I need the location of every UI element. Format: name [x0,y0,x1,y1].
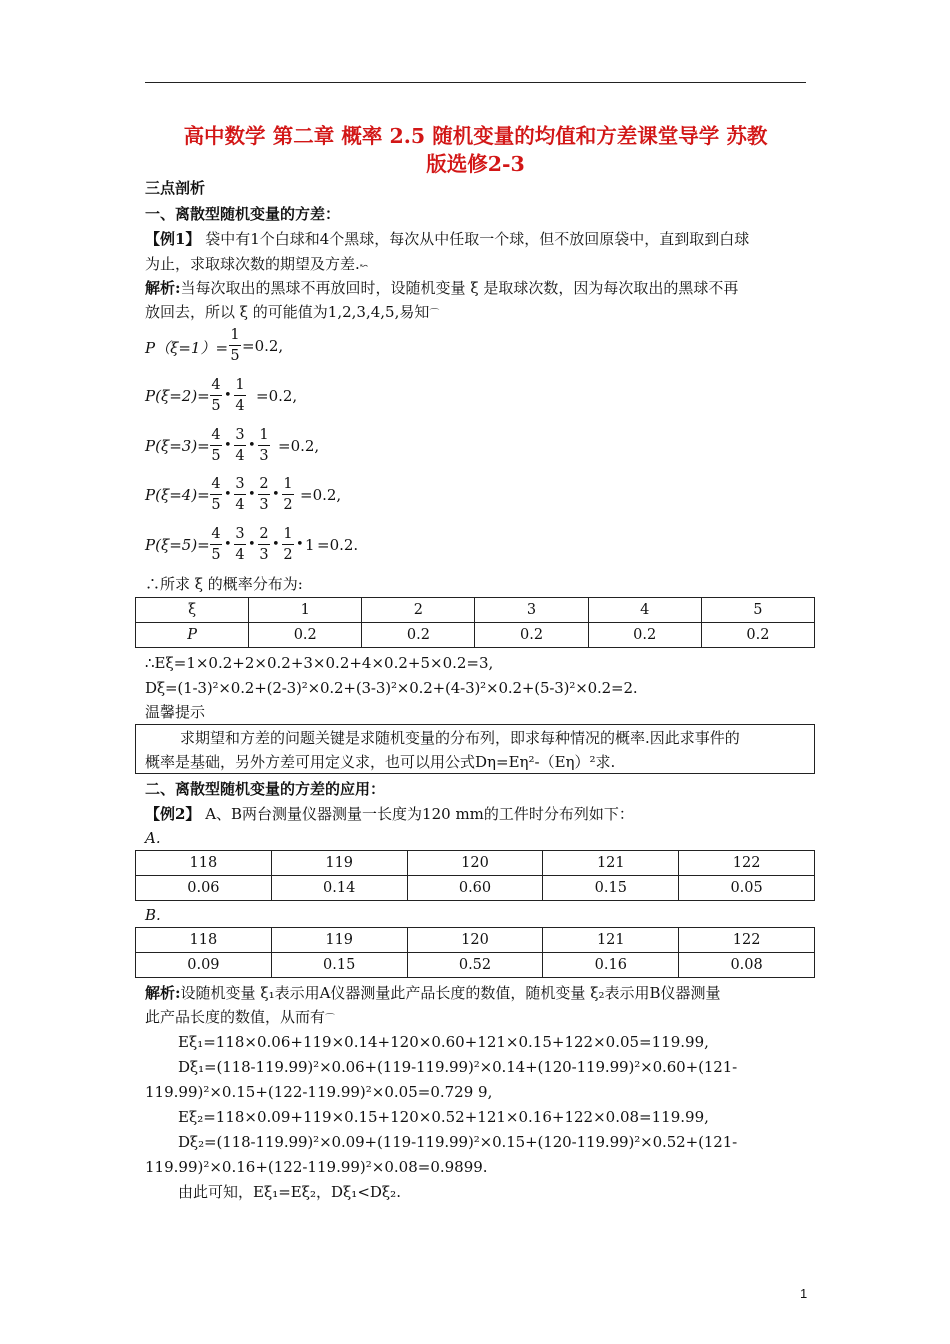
table-cell: 120 [407,928,543,953]
page-number: 1 [800,1286,808,1301]
prob-xi-1-rhs: =0.2, [242,337,284,355]
table-cell: 118 [136,851,272,876]
table-a-label: A. [145,829,161,847]
solution-2-label: 解析: [145,984,181,1002]
example-2-line [145,804,634,824]
example-1-line-1 [145,229,749,249]
table-cell: 5 [701,598,814,623]
section-2-heading: 二、离散型随机变量的方差的应用： [145,780,386,798]
solution-1-text-1: 当每次取出的黑球不再放回时，设随机变量 ξ 是取球次数，因为每次取出的黑球不再 [180,279,739,297]
distribution-intro: ∴所求 ξ 的概率分布为: [145,575,303,593]
table-cell: 0.2 [701,623,814,648]
table-row [136,928,815,953]
prob-xi-5 [145,524,545,568]
table-cell: 121 [543,851,679,876]
table-cell: P [136,623,249,648]
fraction: $\frac{4}{5}$ [211,427,221,464]
multiply-dot: • [248,438,256,453]
table-cell: 0.15 [271,953,407,978]
table-cell: 2 [362,598,475,623]
fraction: $\frac{1}{5}$ [230,327,240,364]
table-cell: 0.09 [136,953,272,978]
hint-box [135,724,815,774]
table-row [136,876,815,901]
fraction: $\frac{4}{5}$ [211,526,221,563]
table-cell: 118 [136,928,272,953]
fraction: $\frac{3}{4}$ [235,526,245,563]
header-rule [145,82,806,83]
variance-a-line-2: 119.99)²×0.15+(122-119.99)²×0.05=0.729 9, [145,1083,493,1101]
variance-line: Dξ=(1-3)²×0.2+(2-3)²×0.2+(3-3)²×0.2+(4-3)²×0.2+(5-3)²×0.2=2. [145,679,638,697]
table-cell: 0.08 [679,953,815,978]
table-cell: 122 [679,928,815,953]
solution-1-line-2 [145,302,439,325]
example-2-text: A、B两台测量仪器测量一长度为120 mm的工件时分布列如下： [200,805,634,823]
title-line-1: 高中数学 第二章 概率 2.5 随机变量的均值和方差课堂导学 苏教 [183,124,768,148]
multiply-dot: • [272,487,280,502]
hint-text-1: 求期望和方差的问题关键是求随机变量的分布列，即求每种情况的概率.因此求事件的 [180,729,740,747]
table-cell: 0.2 [588,623,701,648]
conclusion-line: 由此可知，Eξ₁=Eξ₂，Dξ₁<Dξ₂. [178,1183,401,1201]
multiply-dot: • [248,537,256,552]
prob-xi-2 [145,375,545,419]
table-row [136,598,815,623]
prob-xi-3-rhs: =0.2, [278,437,320,455]
multiply-dot: • [224,438,232,453]
table-cell: 0.16 [543,953,679,978]
multiply-dot: • [296,537,304,552]
table-cell: 0.05 [679,876,815,901]
table-cell: 119 [271,928,407,953]
prob-xi-4 [145,474,545,518]
table-row [136,851,815,876]
table-cell: 0.60 [407,876,543,901]
multiply-dot: • [224,388,232,403]
fraction: $\frac{4}{5}$ [211,377,221,414]
prob-xi-5-one: 1 [305,536,315,554]
variance-b-line-2: 119.99)²×0.16+(122-119.99)²×0.08=0.9899. [145,1158,488,1176]
multiply-dot: • [224,487,232,502]
table-cell: 0.06 [136,876,272,901]
variance-b-line-1: Dξ₂=(118-119.99)²×0.09+(119-119.99)²×0.15+(120-119.99)²×0.52+(121- [178,1133,738,1151]
prob-xi-1 [145,325,545,369]
example-1-text-2: 为止，求取球次数的期望及方差. [145,255,360,273]
example-1-line-2 [145,254,368,277]
solution-2-line-1 [145,983,721,1003]
prob-xi-5-rhs: =0.2. [317,536,359,554]
table-cell: 0.2 [362,623,475,648]
prob-xi-5-lhs: P(ξ=5)= [145,536,210,554]
table-b [135,927,815,978]
fraction: $\frac{4}{5}$ [211,476,221,513]
table-b-label: B. [145,906,161,924]
expectation-line: ∴Eξ=1×0.2+2×0.2+3×0.2+4×0.2+5×0.2=3, [145,654,494,672]
table-cell: 119 [271,851,407,876]
solution-2-text-2: 此产品长度的数值，从而有 [145,1008,326,1026]
scan-mark: ↜ [359,261,369,272]
prob-xi-2-rhs: =0.2, [256,387,298,405]
example-2-label: 【例2】 [145,805,201,823]
example-1-label: 【例1】 [145,230,201,248]
title-line-2: 版选修2-3 [426,152,525,176]
fraction: $\frac{2}{3}$ [259,476,269,513]
solution-2-line-2 [145,1007,335,1030]
table-cell: 120 [407,851,543,876]
multiply-dot: • [248,487,256,502]
hint-label: 温馨提示 [145,703,206,721]
solution-2-text-1: 设随机变量 ξ₁表示用A仪器测量此产品长度的数值，随机变量 ξ₂表示用B仪器测量 [180,984,721,1002]
table-cell: 0.2 [475,623,588,648]
prob-xi-3 [145,425,545,469]
prob-xi-4-rhs: =0.2, [300,486,342,504]
prob-xi-1-lhs: P（ξ=1）= [145,339,229,357]
expectation-b-line: Eξ₂=118×0.09+119×0.15+120×0.52+121×0.16+122×0.08=119.99, [178,1108,709,1126]
fraction: $\frac{3}{4}$ [235,476,245,513]
fraction: $\frac{1}{2}$ [283,526,293,563]
prob-xi-2-lhs: P(ξ=2)= [145,387,210,405]
fraction: $\frac{2}{3}$ [259,526,269,563]
table-a [135,850,815,901]
fraction: $\frac{1}{3}$ [259,427,269,464]
solution-1-text-2: 放回去，所以 ξ 的可能值为1,2,3,4,5,易知 [145,303,430,321]
distribution-table [135,597,815,648]
table-cell: 3 [475,598,588,623]
fraction: $\frac{3}{4}$ [235,427,245,464]
table-cell: ξ [136,598,249,623]
table-row [136,953,815,978]
table-row [136,623,815,648]
document-title [145,122,806,178]
example-1-text-1: 袋中有1个白球和4个黑球，每次从中任取一个球，但不放回原袋中，直到取到白球 [205,230,750,248]
fraction: $\frac{1}{4}$ [235,377,245,414]
solution-1-label: 解析: [145,279,181,297]
hint-text-2: 概率是基础，另外方差可用定义求，也可以用公式Dη=Eη²-（Eη）²求. [145,753,616,771]
scan-mark: ⌒ [325,1014,336,1025]
section-1-heading: 一、离散型随机变量的方差： [145,205,341,223]
variance-a-line-1: Dξ₁=(118-119.99)²×0.06+(119-119.99)²×0.14+(120-119.99)²×0.60+(121- [178,1058,738,1076]
solution-1-line-1 [145,278,738,298]
table-cell: 4 [588,598,701,623]
section-intro: 三点剖析 [145,179,206,197]
prob-xi-4-lhs: P(ξ=4)= [145,486,210,504]
scan-mark: ⌒ [429,309,440,320]
multiply-dot: • [272,537,280,552]
table-cell: 122 [679,851,815,876]
table-cell: 0.52 [407,953,543,978]
table-cell: 0.14 [271,876,407,901]
table-cell: 121 [543,928,679,953]
expectation-a-line: Eξ₁=118×0.06+119×0.14+120×0.60+121×0.15+122×0.05=119.99, [178,1033,709,1051]
prob-xi-3-lhs: P(ξ=3)= [145,437,210,455]
table-cell: 0.15 [543,876,679,901]
table-cell: 0.2 [249,623,362,648]
multiply-dot: • [224,537,232,552]
table-cell: 1 [249,598,362,623]
fraction: $\frac{1}{2}$ [283,476,293,513]
